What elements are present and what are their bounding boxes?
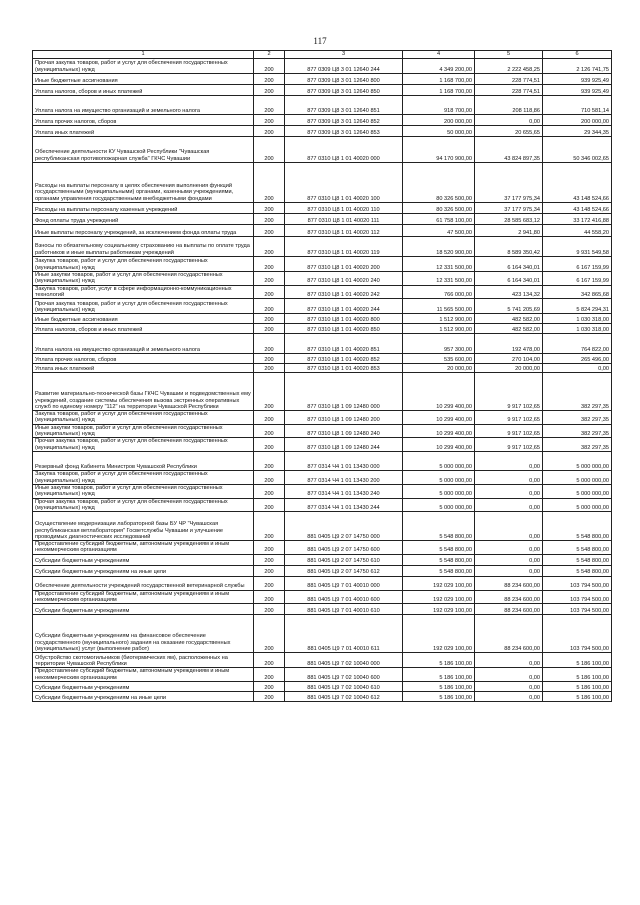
row-name: Предоставление субсидий бюджетным, автономным учреждениям и иным некоммерческим организациям [33, 590, 254, 604]
row-plan: 200 000,00 [403, 115, 475, 126]
row-rest: 382 297,35 [543, 373, 612, 411]
table-row [33, 604, 612, 615]
row-rest: 764 822,00 [543, 334, 612, 354]
row-code: 200 [254, 285, 285, 299]
table-row [33, 512, 612, 541]
row-plan: 4 349 200,00 [403, 59, 475, 74]
row-fact: 270 104,00 [475, 354, 543, 364]
row-rest: 382 297,35 [543, 411, 612, 425]
row-name: Иные бюджетные ассигнования [33, 74, 254, 85]
row-rest: 5 548 800,00 [543, 512, 612, 541]
header-cell: 2 [254, 51, 285, 59]
row-fact: 423 134,32 [475, 285, 543, 299]
row-code: 200 [254, 225, 285, 237]
row-kbk: 877 0314 Ч4 1 01 13430 240 [285, 484, 403, 498]
row-plan: 11 565 500,00 [403, 299, 475, 314]
row-code: 200 [254, 590, 285, 604]
row-kbk: 877 0310 Ц8 1 01 40020 244 [285, 299, 403, 314]
row-plan: 5 548 800,00 [403, 554, 475, 565]
row-plan: 5 548 800,00 [403, 512, 475, 541]
row-rest: 44 558,20 [543, 225, 612, 237]
row-name: Закупка товаров, работ и услуг для обеспечения государственных (муниципальных) нужд [33, 470, 254, 484]
header-cell: 6 [543, 51, 612, 59]
table-row [33, 373, 612, 411]
row-plan: 957 300,00 [403, 334, 475, 354]
row-rest: 103 794 500,00 [543, 576, 612, 590]
row-code: 200 [254, 565, 285, 576]
row-fact: 28 585 683,12 [475, 214, 543, 225]
row-fact: 0,00 [475, 470, 543, 484]
table-row [33, 354, 612, 364]
row-plan: 5 000 000,00 [403, 484, 475, 498]
table-row [33, 74, 612, 85]
row-name: Прочая закупка товаров, работ и услуг для обеспечения государственных (муниципальных) нужд [33, 498, 254, 512]
header-row [33, 51, 612, 59]
row-rest: 5 000 000,00 [543, 470, 612, 484]
table-row [33, 484, 612, 498]
row-kbk: 877 0309 Ц8 3 01 12640 852 [285, 115, 403, 126]
row-kbk: 881 0405 Ц9 2 07 14750 612 [285, 565, 403, 576]
row-fact: 0,00 [475, 498, 543, 512]
row-fact: 6 164 340,01 [475, 257, 543, 272]
table-row [33, 334, 612, 354]
row-plan: 535 600,00 [403, 354, 475, 364]
row-plan: 192 029 100,00 [403, 590, 475, 604]
table-row [33, 272, 612, 286]
row-rest: 5 548 800,00 [543, 541, 612, 555]
row-kbk: 881 0405 Ц9 7 01 40010 611 [285, 615, 403, 653]
row-code: 200 [254, 214, 285, 225]
row-kbk: 877 0310 Ц8 1 01 40020 850 [285, 324, 403, 334]
row-fact: 2 941,80 [475, 225, 543, 237]
row-rest: 103 794 500,00 [543, 615, 612, 653]
row-plan: 10 299 400,00 [403, 411, 475, 425]
row-name: Взносы по обязательному социальному страхованию на выплаты по оплате труда работников и иные выплаты работникам учреждений [33, 237, 254, 257]
row-code: 200 [254, 324, 285, 334]
row-kbk: 877 0310 Ц8 1 01 40020 851 [285, 334, 403, 354]
table-row [33, 668, 612, 682]
row-kbk: 881 0405 Ц9 7 01 40010 000 [285, 576, 403, 590]
row-name: Иные закупки товаров, работ и услуг для обеспечения государственных (муниципальных) нужд [33, 272, 254, 286]
table-row [33, 257, 612, 272]
row-plan: 5 186 100,00 [403, 681, 475, 691]
row-fact: 0,00 [475, 484, 543, 498]
row-name: Иные бюджетные ассигнования [33, 314, 254, 324]
table-row [33, 424, 612, 438]
row-fact: 9 917 102,65 [475, 411, 543, 425]
row-rest: 5 000 000,00 [543, 484, 612, 498]
row-code: 200 [254, 364, 285, 373]
table-row [33, 59, 612, 74]
row-kbk: 881 0405 Ц9 7 02 10040 000 [285, 653, 403, 668]
row-code: 200 [254, 554, 285, 565]
row-kbk: 877 0310 Ц8 1 09 12480 244 [285, 438, 403, 452]
row-plan: 766 000,00 [403, 285, 475, 299]
row-code: 200 [254, 576, 285, 590]
row-name: Обеспечение деятельности КУ Чувашской Республики "Чувашская республиканская противопожарная служба" ГКЧС Чувашии [33, 137, 254, 163]
row-code: 200 [254, 126, 285, 137]
row-fact: 0,00 [475, 512, 543, 541]
row-fact: 5 741 205,69 [475, 299, 543, 314]
row-name: Уплата налогов, сборов и иных платежей [33, 324, 254, 334]
row-code: 200 [254, 59, 285, 74]
row-fact: 482 582,00 [475, 314, 543, 324]
table-row [33, 96, 612, 115]
budget-table [32, 50, 612, 702]
row-kbk: 877 0310 Ц8 1 01 40020 110 [285, 203, 403, 214]
row-kbk: 881 0405 Ц9 7 02 10040 610 [285, 681, 403, 691]
header-cell: 3 [285, 51, 403, 59]
row-code: 200 [254, 314, 285, 324]
table-row [33, 411, 612, 425]
row-name: Субсидии бюджетным учреждениям на финансовое обеспечение государственного (муниципального) задания на оказание государственных (муниципальных) услуг (выполнение работ) [33, 615, 254, 653]
table-row [33, 299, 612, 314]
row-plan: 192 029 100,00 [403, 604, 475, 615]
row-fact: 20 655,65 [475, 126, 543, 137]
row-name: Обеспечение деятельности учреждений государственной ветеринарной службы [33, 576, 254, 590]
row-plan: 1 168 700,00 [403, 85, 475, 96]
row-fact: 208 118,86 [475, 96, 543, 115]
row-rest: 5 186 100,00 [543, 653, 612, 668]
row-code: 200 [254, 512, 285, 541]
row-code: 200 [254, 115, 285, 126]
row-name: Субсидии бюджетным учреждениям [33, 604, 254, 615]
row-plan: 1 168 700,00 [403, 74, 475, 85]
table-row [33, 615, 612, 653]
row-code: 200 [254, 451, 285, 470]
row-plan: 1 512 900,00 [403, 324, 475, 334]
row-plan: 80 326 500,00 [403, 203, 475, 214]
row-plan: 5 000 000,00 [403, 451, 475, 470]
table-row [33, 498, 612, 512]
row-kbk: 877 0310 Ц8 1 01 40020 000 [285, 137, 403, 163]
row-fact: 9 917 102,65 [475, 373, 543, 411]
table-row [33, 115, 612, 126]
row-code: 200 [254, 74, 285, 85]
row-kbk: 881 0405 Ц9 2 07 14750 000 [285, 512, 403, 541]
row-name: Расходы на выплаты персоналу в целях обеспечения выполнения функций государственными (муниципальными) органами, казенными учреждениями, органами управления государственными внебюджетными фондами [33, 163, 254, 203]
row-plan: 5 548 800,00 [403, 565, 475, 576]
row-name: Закупка товаров, работ, услуг в сфере информационно-коммуникационных технологий [33, 285, 254, 299]
row-fact: 37 177 975,34 [475, 163, 543, 203]
row-code: 200 [254, 691, 285, 701]
row-kbk: 877 0310 Ц8 1 01 40020 242 [285, 285, 403, 299]
row-fact: 0,00 [475, 653, 543, 668]
row-plan: 192 029 100,00 [403, 576, 475, 590]
row-name: Прочая закупка товаров, работ и услуг для обеспечения государственных (муниципальных) нужд [33, 59, 254, 74]
row-code: 200 [254, 334, 285, 354]
table-row [33, 681, 612, 691]
row-fact: 88 234 600,00 [475, 576, 543, 590]
row-rest: 382 297,35 [543, 438, 612, 452]
row-code: 200 [254, 203, 285, 214]
row-kbk: 881 0405 Ц9 2 07 14750 600 [285, 541, 403, 555]
row-name: Уплата налога на имущество организаций и земельного налога [33, 334, 254, 354]
table-row [33, 565, 612, 576]
row-rest: 5 186 100,00 [543, 668, 612, 682]
table-row [33, 438, 612, 452]
row-code: 200 [254, 484, 285, 498]
row-fact: 8 589 350,42 [475, 237, 543, 257]
row-plan: 5 000 000,00 [403, 470, 475, 484]
row-code: 200 [254, 653, 285, 668]
row-rest: 29 344,35 [543, 126, 612, 137]
row-name: Субсидии бюджетным учреждениям на иные цели [33, 691, 254, 701]
row-name: Субсидии бюджетным учреждениям [33, 681, 254, 691]
table-row [33, 364, 612, 373]
table-row [33, 137, 612, 163]
row-name: Закупка товаров, работ и услуг для обеспечения государственных (муниципальных) нужд [33, 411, 254, 425]
row-fact: 88 234 600,00 [475, 604, 543, 615]
row-code: 200 [254, 498, 285, 512]
row-rest: 9 931 549,58 [543, 237, 612, 257]
row-kbk: 877 0309 Ц8 3 01 12640 800 [285, 74, 403, 85]
row-plan: 10 299 400,00 [403, 373, 475, 411]
row-plan: 94 170 900,00 [403, 137, 475, 163]
row-code: 200 [254, 604, 285, 615]
row-name: Уплата иных платежей [33, 364, 254, 373]
row-kbk: 877 0309 Ц8 3 01 12640 244 [285, 59, 403, 74]
table-row [33, 653, 612, 668]
row-code: 200 [254, 237, 285, 257]
row-kbk: 877 0310 Ц8 1 01 40020 800 [285, 314, 403, 324]
row-rest: 6 167 159,99 [543, 272, 612, 286]
row-kbk: 877 0310 Ц8 1 01 40020 852 [285, 354, 403, 364]
row-code: 200 [254, 541, 285, 555]
row-name: Фонд оплаты труда учреждений [33, 214, 254, 225]
row-kbk: 877 0310 Ц8 1 01 40020 119 [285, 237, 403, 257]
row-kbk: 877 0309 Ц8 3 01 12640 850 [285, 85, 403, 96]
row-plan: 61 758 100,00 [403, 214, 475, 225]
table-row [33, 85, 612, 96]
row-code: 200 [254, 668, 285, 682]
row-code: 200 [254, 137, 285, 163]
row-name: Расходы на выплаты персоналу казенных учреждений [33, 203, 254, 214]
row-rest: 939 925,49 [543, 85, 612, 96]
row-plan: 10 299 400,00 [403, 424, 475, 438]
row-rest: 5 548 800,00 [543, 565, 612, 576]
row-name: Развитие материально-технической базы ГКЧС Чувашии и подведомственных ему учреждений, создание системы обеспечения вызова экстренных оперативных служб по единому номеру "112" на территории Чувашской Республики [33, 373, 254, 411]
table-row [33, 214, 612, 225]
row-rest: 43 148 524,66 [543, 163, 612, 203]
table-row [33, 691, 612, 701]
row-plan: 10 299 400,00 [403, 438, 475, 452]
table-row [33, 590, 612, 604]
table-row [33, 554, 612, 565]
row-code: 200 [254, 85, 285, 96]
row-rest: 342 865,68 [543, 285, 612, 299]
row-kbk: 877 0314 Ч4 1 01 13430 000 [285, 451, 403, 470]
row-kbk: 877 0310 Ц8 1 01 40020 200 [285, 257, 403, 272]
row-code: 200 [254, 424, 285, 438]
row-fact: 0,00 [475, 668, 543, 682]
row-name: Прочая закупка товаров, работ и услуг для обеспечения государственных (муниципальных) нужд [33, 299, 254, 314]
row-rest: 5 824 294,31 [543, 299, 612, 314]
row-rest: 5 000 000,00 [543, 498, 612, 512]
row-fact: 88 234 600,00 [475, 615, 543, 653]
row-kbk: 881 0405 Ц9 7 01 40010 610 [285, 604, 403, 615]
row-kbk: 877 0310 Ц8 1 01 40020 100 [285, 163, 403, 203]
row-name: Субсидии бюджетным учреждениям на иные цели [33, 565, 254, 576]
row-code: 200 [254, 354, 285, 364]
row-rest: 0,00 [543, 364, 612, 373]
row-plan: 192 029 100,00 [403, 615, 475, 653]
table-row [33, 314, 612, 324]
row-plan: 5 186 100,00 [403, 668, 475, 682]
row-rest: 50 346 002,65 [543, 137, 612, 163]
row-kbk: 877 0309 Ц8 3 01 12640 853 [285, 126, 403, 137]
row-rest: 5 548 800,00 [543, 554, 612, 565]
header-cell: 1 [33, 51, 254, 59]
row-name: Уплата прочих налогов, сборов [33, 115, 254, 126]
row-kbk: 881 0405 Ц9 7 02 10040 612 [285, 691, 403, 701]
row-plan: 12 331 500,00 [403, 272, 475, 286]
row-rest: 382 297,35 [543, 424, 612, 438]
row-name: Субсидии бюджетным учреждениям [33, 554, 254, 565]
row-plan: 918 700,00 [403, 96, 475, 115]
header-cell: 4 [403, 51, 475, 59]
row-fact: 9 917 102,65 [475, 438, 543, 452]
row-kbk: 881 0405 Ц9 7 01 40010 600 [285, 590, 403, 604]
row-code: 200 [254, 411, 285, 425]
row-code: 200 [254, 299, 285, 314]
row-code: 200 [254, 470, 285, 484]
row-fact: 0,00 [475, 541, 543, 555]
row-code: 200 [254, 681, 285, 691]
row-name: Уплата иных платежей [33, 126, 254, 137]
row-plan: 5 186 100,00 [403, 691, 475, 701]
row-rest: 5 186 100,00 [543, 691, 612, 701]
row-code: 200 [254, 272, 285, 286]
row-name: Закупка товаров, работ и услуг для обеспечения государственных (муниципальных) нужд [33, 257, 254, 272]
page-number: 117 [313, 36, 327, 46]
row-kbk: 877 0310 Ц8 1 01 40020 853 [285, 364, 403, 373]
row-rest: 1 030 318,00 [543, 314, 612, 324]
row-kbk: 881 0405 Ц9 2 07 14750 610 [285, 554, 403, 565]
row-name: Обустройство скотомогильников (биотермических ям), расположенных на территории Чувашской Республики [33, 653, 254, 668]
row-fact: 0,00 [475, 554, 543, 565]
row-kbk: 877 0310 Ц8 1 01 40020 240 [285, 272, 403, 286]
row-kbk: 877 0314 Ч4 1 01 13430 200 [285, 470, 403, 484]
row-name: Иные закупки товаров, работ и услуг для обеспечения государственных (муниципальных) нужд [33, 484, 254, 498]
row-name: Резервный фонд Кабинета Министров Чувашской Республики [33, 451, 254, 470]
row-fact: 0,00 [475, 691, 543, 701]
row-name: Уплата прочих налогов, сборов [33, 354, 254, 364]
row-fact: 0,00 [475, 451, 543, 470]
row-plan: 80 326 500,00 [403, 163, 475, 203]
row-plan: 1 512 900,00 [403, 314, 475, 324]
row-name: Уплата налогов, сборов и иных платежей [33, 85, 254, 96]
table-row [33, 285, 612, 299]
row-rest: 6 167 159,99 [543, 257, 612, 272]
row-name: Уплата налога на имущество организаций и земельного налога [33, 96, 254, 115]
row-plan: 5 548 800,00 [403, 541, 475, 555]
row-fact: 228 774,51 [475, 85, 543, 96]
row-fact: 2 222 458,25 [475, 59, 543, 74]
row-kbk: 877 0314 Ч4 1 01 13430 244 [285, 498, 403, 512]
row-rest: 33 172 416,88 [543, 214, 612, 225]
row-fact: 0,00 [475, 681, 543, 691]
table-row [33, 126, 612, 137]
row-plan: 18 520 900,00 [403, 237, 475, 257]
row-fact: 482 582,00 [475, 324, 543, 334]
row-plan: 20 000,00 [403, 364, 475, 373]
table-row [33, 203, 612, 214]
row-fact: 20 000,00 [475, 364, 543, 373]
row-code: 200 [254, 438, 285, 452]
row-code: 200 [254, 96, 285, 115]
row-kbk: 881 0405 Ц9 7 02 10040 600 [285, 668, 403, 682]
row-code: 200 [254, 163, 285, 203]
row-name: Предоставление субсидий бюджетным, автономным учреждениям и иным некоммерческим организациям [33, 668, 254, 682]
row-name: Прочая закупка товаров, работ и услуг для обеспечения государственных (муниципальных) нужд [33, 438, 254, 452]
table-row [33, 163, 612, 203]
table-row [33, 324, 612, 334]
table-row [33, 451, 612, 470]
row-code: 200 [254, 373, 285, 411]
row-plan: 5 186 100,00 [403, 653, 475, 668]
row-rest: 2 126 741,75 [543, 59, 612, 74]
row-kbk: 877 0310 Ц8 1 01 40020 111 [285, 214, 403, 225]
row-kbk: 877 0310 Ц8 1 09 12480 000 [285, 373, 403, 411]
row-rest: 43 148 524,66 [543, 203, 612, 214]
row-kbk: 877 0310 Ц8 1 09 12480 200 [285, 411, 403, 425]
table-row [33, 237, 612, 257]
row-kbk: 877 0310 Ц8 1 09 12480 240 [285, 424, 403, 438]
row-fact: 88 234 600,00 [475, 590, 543, 604]
header-cell: 5 [475, 51, 543, 59]
row-name: Осуществление модернизации лабораторной базы БУ ЧР "Чувашская республиканская ветлаборатория" Госветслужбы Чувашии и улучшение проводимых диагностических исследований [33, 512, 254, 541]
row-fact: 37 177 975,34 [475, 203, 543, 214]
row-rest: 265 496,00 [543, 354, 612, 364]
row-rest: 939 925,49 [543, 74, 612, 85]
row-plan: 47 500,00 [403, 225, 475, 237]
row-rest: 5 186 100,00 [543, 681, 612, 691]
row-fact: 9 917 102,65 [475, 424, 543, 438]
row-fact: 228 774,51 [475, 74, 543, 85]
row-rest: 710 581,14 [543, 96, 612, 115]
row-plan: 50 000,00 [403, 126, 475, 137]
row-code: 200 [254, 615, 285, 653]
row-fact: 0,00 [475, 565, 543, 576]
table-row [33, 470, 612, 484]
table-row [33, 541, 612, 555]
row-fact: 192 478,00 [475, 334, 543, 354]
row-name: Иные закупки товаров, работ и услуг для обеспечения государственных (муниципальных) нужд [33, 424, 254, 438]
row-kbk: 877 0309 Ц8 3 01 12640 851 [285, 96, 403, 115]
row-rest: 200 000,00 [543, 115, 612, 126]
row-rest: 103 794 500,00 [543, 590, 612, 604]
row-code: 200 [254, 257, 285, 272]
row-name: Предоставление субсидий бюджетным, автономным учреждениям и иным некоммерческим организациям [33, 541, 254, 555]
table-row [33, 576, 612, 590]
row-plan: 5 000 000,00 [403, 498, 475, 512]
row-rest: 103 794 500,00 [543, 604, 612, 615]
row-fact: 6 164 340,01 [475, 272, 543, 286]
row-plan: 12 331 500,00 [403, 257, 475, 272]
row-fact: 0,00 [475, 115, 543, 126]
row-name: Иные выплаты персоналу учреждений, за исключением фонда оплаты труда [33, 225, 254, 237]
row-fact: 43 824 897,35 [475, 137, 543, 163]
row-kbk: 877 0310 Ц8 1 01 40020 112 [285, 225, 403, 237]
table-row [33, 225, 612, 237]
row-rest: 5 000 000,00 [543, 451, 612, 470]
row-rest: 1 030 318,00 [543, 324, 612, 334]
